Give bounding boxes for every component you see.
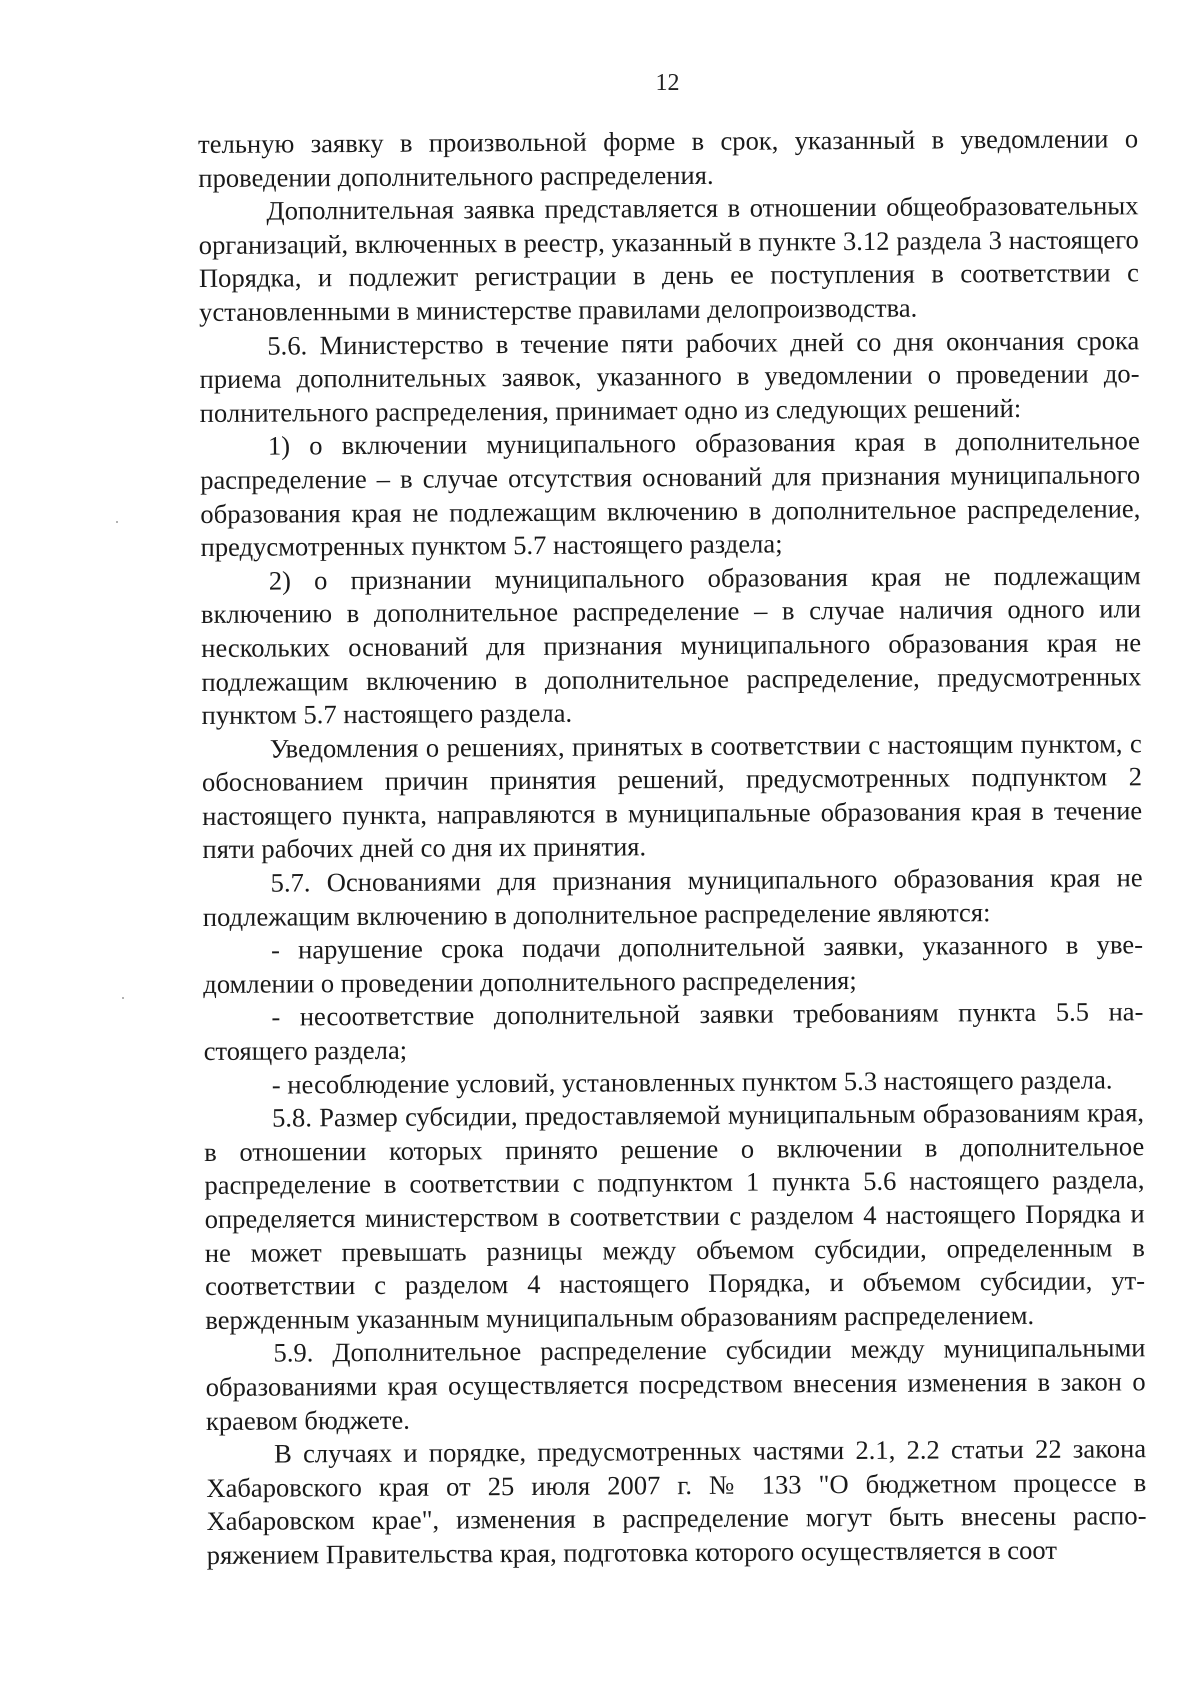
- paragraph-5-6-item-2: 2) о признании муниципального образования края не подлежащим включению в дополнительное распределение – в случае наличия одного или нескольких оснований для признания муниципального образования края не подлежащим включению в дополнительное распределение, предусмотренных пунктом 5.7 настоящего раздела.: [200, 559, 1142, 731]
- paragraph-continuation: тельную заявку в произвольной форме в срок, указанный в уведомлении о проведении дополнительного распределения.: [198, 123, 1139, 193]
- paragraph-additional-application: Дополнительная заявка представляется в отношении общеобразовательных организаций, включенных в реестр, указанный в пункте 3.12 раздела 3 настоящего Порядка, и подлежит регистрации в день ее поступления в соответствии с установленными в министерстве правилами делопроизводства.: [198, 190, 1139, 327]
- paragraph-cases-and-procedure: В случаях и порядке, предусмотренных частями 2.1, 2.2 статьи 22 закона Хабаровского края от 25 июля 2007 г. № 133 "О бюджетном процессе в Хабаровском крае", изменения в распределение могут быть внесены распоряжением Правительства края, подготовка которого осуществляется в соот: [206, 1433, 1147, 1570]
- document-body: [198, 122, 1147, 1572]
- scan-speck: [116, 521, 118, 523]
- paragraph-5-8: 5.8. Размер субсидии, предоставляемой муниципальным образованиям края, в отношении которых принято решение о включении в дополнительное распределение в соответствии с подпунктом 1 пункта 5.6 настоящего раздела, определяется министерством в соответствии с разделом 4 настоящего Порядка и не может превышать разницы между объемом субсидии, определенным в соответствии с разделом 4 настоящего Порядка, и объемом субсидии, утвержденным указанным муниципальным образованиям распределением.: [204, 1097, 1146, 1335]
- scan-speck: [122, 997, 124, 999]
- paragraph-5-6: 5.6. Министерство в течение пяти рабочих дней со дня окончания срока приема дополнительных заявок, указанного в уведомлении о проведении дополнительного распределения, принимает одно из следующих решений:: [199, 324, 1140, 428]
- paragraph-5-6-item-1: 1) о включении муниципального образования края в дополнительное распределение – в случае отсутствия оснований для признания муниципального образования края не подлежащим включению в дополнительное распределение, предусмотренных пунктом 5.7 настоящего раздела;: [200, 425, 1141, 563]
- paragraph-5-7: 5.7. Основаниями для признания муниципального образования края не подлежащим включению в дополнительное распределение являются:: [202, 862, 1143, 932]
- paragraph-5-9: 5.9. Дополнительное распределение субсидии между муниципальными образованиями края осуществляется посредством внесения изменения в закон о краевом бюджете.: [205, 1332, 1146, 1436]
- paragraph-notifications: Уведомления о решениях, принятых в соответствии с настоящим пунктом, с обоснованием причин принятия решений, предусмотренных подпунктом 2 настоящего пункта, направляются в муниципальные образования края в течение пяти рабочих дней со дня их принятия.: [201, 727, 1143, 865]
- page-number: 12: [655, 70, 680, 96]
- paragraph-5-7-item-2: - несоответствие дополнительной заявки требованиям пункта 5.5 настоящего раздела;: [203, 996, 1144, 1067]
- paragraph-5-7-item-3: - несоблюдение условий, установленных пунктом 5.3 настоящего раздела.: [271, 1064, 1113, 1100]
- paragraph-5-7-item-1: - нарушение срока подачи дополнительной заявки, указанного в уведомлении о проведении дополнительного распределения;: [203, 929, 1144, 999]
